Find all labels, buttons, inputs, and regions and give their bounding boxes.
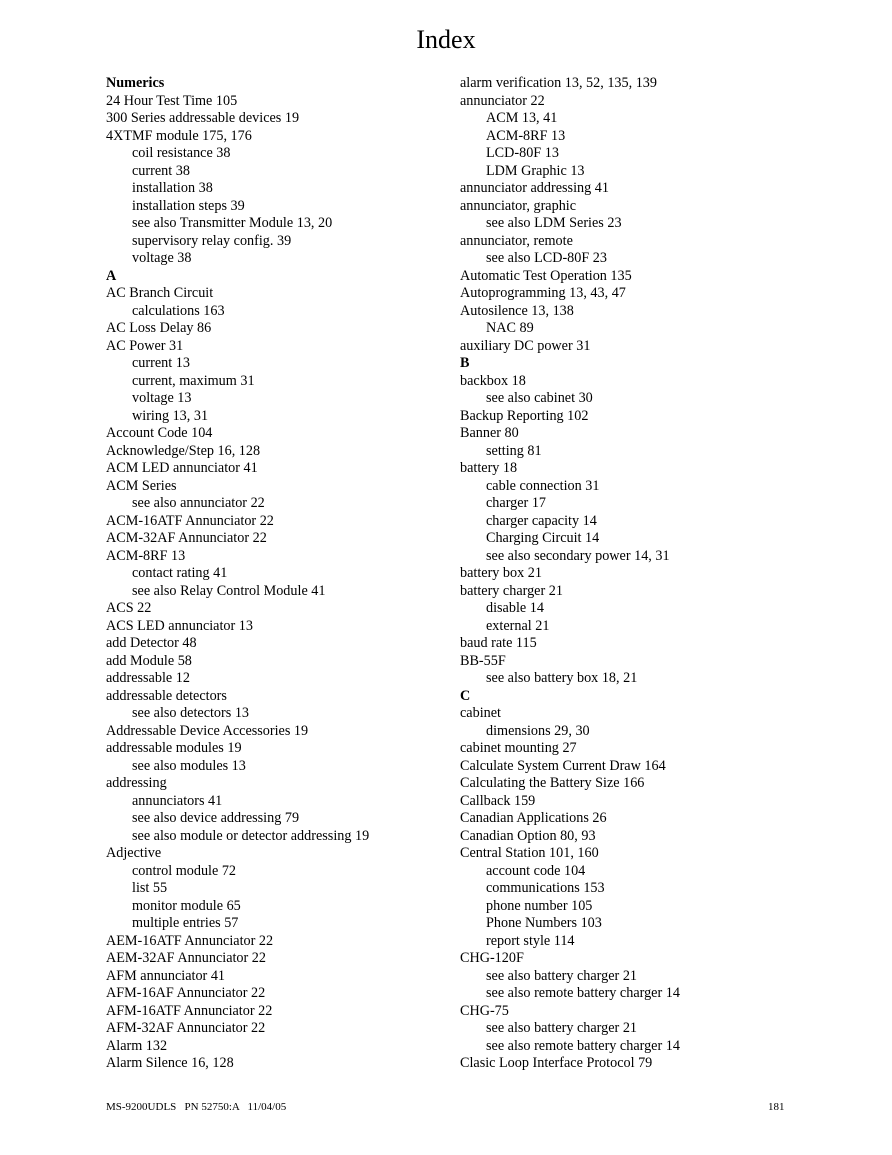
- index-subentry: ACM-8RF 13: [486, 127, 566, 144]
- index-subentry: voltage 13: [132, 390, 192, 406]
- index-subentry: NAC 89: [486, 320, 534, 336]
- index-entry: annunciator, remote: [460, 232, 573, 249]
- index-subentry: current 13: [132, 355, 190, 371]
- index-subentry: phone number 105: [486, 897, 593, 914]
- index-entry: add Module 58: [106, 652, 192, 669]
- index-entry: auxiliary DC power 31: [460, 337, 591, 354]
- index-subentry: monitor module 65: [132, 897, 241, 914]
- index-entry: AFM-16ATF Annunciator 22: [106, 1002, 273, 1019]
- index-entry: Automatic Test Operation 135: [460, 267, 632, 284]
- index-subentry: Phone Numbers 103: [486, 915, 602, 931]
- index-subentry: coil resistance 38: [132, 145, 231, 161]
- footer-document-id: MS-9200UDLS PN 52750:A 11/04/05: [106, 1101, 287, 1113]
- index-subentry: see also detectors 13: [132, 705, 250, 721]
- index-subentry: see also Relay Control Module 41: [132, 582, 326, 599]
- index-entry: Banner 80: [460, 425, 519, 441]
- index-subentry: see also module or detector addressing 19: [132, 827, 370, 844]
- index-subentry: see also battery charger 21: [486, 1020, 638, 1036]
- index-subentry: dimensions 29, 30: [486, 722, 590, 739]
- index-subentry: see also battery box 18, 21: [486, 670, 638, 686]
- index-entry: Adjective: [106, 845, 162, 861]
- index-subentry: see also LDM Series 23: [486, 215, 622, 231]
- index-entry: Clasic Loop Interface Protocol 79: [460, 1055, 653, 1071]
- index-entry: CHG-120F: [460, 950, 524, 966]
- index-entry: battery 18: [460, 460, 518, 476]
- index-subentry: installation steps 39: [132, 197, 245, 214]
- index-subentry: see also remote battery charger 14: [486, 1037, 680, 1054]
- index-subentry: charger 17: [486, 495, 547, 511]
- footer-page-number: 181: [768, 1101, 785, 1113]
- page-title: Index: [416, 25, 476, 54]
- index-subentry: see also secondary power 14, 31: [486, 547, 670, 564]
- index-subentry: control module 72: [132, 862, 237, 879]
- index-entry: 4XTMF module 175, 176: [106, 127, 252, 144]
- index-entry: Callback 159: [460, 792, 536, 809]
- index-entry: addressable modules 19: [106, 740, 242, 756]
- index-column-right: [460, 75, 820, 1073]
- index-entry: AFM annunciator 41: [106, 967, 226, 984]
- index-subentry: contact rating 41: [132, 565, 228, 581]
- index-entry: ACM-16ATF Annunciator 22: [106, 512, 274, 529]
- index-subentry: see also remote battery charger 14: [486, 985, 680, 1001]
- index-entry: 24 Hour Test Time 105: [106, 92, 238, 109]
- index-subentry: current, maximum 31: [132, 372, 255, 389]
- index-entry: cabinet mounting 27: [460, 740, 577, 756]
- index-entry: Calculate System Current Draw 164: [460, 757, 666, 774]
- index-entry: ACM-8RF 13: [106, 547, 186, 564]
- index-subentry: account code 104: [486, 862, 586, 879]
- index-entry: Canadian Applications 26: [460, 810, 607, 826]
- index-subentry: multiple entries 57: [132, 915, 239, 931]
- index-entry: Addressable Device Accessories 19: [106, 722, 309, 739]
- index-subentry: external 21: [486, 617, 550, 634]
- index-entry: backbox 18: [460, 372, 526, 389]
- index-subentry: see also LCD-80F 23: [486, 250, 607, 266]
- index-subentry: see also modules 13: [132, 757, 246, 774]
- index-entry: Canadian Option 80, 93: [460, 827, 596, 844]
- index-entry: Autoprogramming 13, 43, 47: [460, 285, 626, 301]
- index-subentry: LCD-80F 13: [486, 145, 559, 161]
- index-subentry: calculations 163: [132, 302, 225, 319]
- index-subentry: communications 153: [486, 880, 605, 896]
- index-entry: Account Code 104: [106, 425, 213, 441]
- index-subentry: voltage 38: [132, 250, 192, 266]
- index-entry: baud rate 115: [460, 635, 537, 651]
- index-entry: 300 Series addressable devices 19: [106, 110, 300, 126]
- index-subentry: LDM Graphic 13: [486, 162, 585, 179]
- index-entry: Alarm 132: [106, 1037, 168, 1054]
- index-entry: add Detector 48: [106, 635, 197, 651]
- index-subentry: disable 14: [486, 600, 544, 616]
- index-subentry: see also Transmitter Module 13, 20: [132, 215, 333, 231]
- index-subentry: see also annunciator 22: [132, 495, 265, 511]
- index-entry: ACM Series: [106, 477, 177, 494]
- index-entry: annunciator, graphic: [460, 197, 577, 214]
- index-section-heading: Numerics: [106, 75, 165, 91]
- index-subentry: supervisory relay config. 39: [132, 232, 292, 249]
- index-entry: CHG-75: [460, 1002, 509, 1019]
- index-entry: alarm verification 13, 52, 135, 139: [460, 75, 657, 91]
- index-section-heading: A: [106, 267, 117, 284]
- index-subentry: setting 81: [486, 442, 542, 459]
- index-subentry: installation 38: [132, 180, 213, 196]
- index-entry: AEM-32AF Annunciator 22: [106, 950, 266, 966]
- index-entry: cabinet: [460, 705, 501, 721]
- index-entry: battery box 21: [460, 565, 542, 581]
- index-subentry: see also device addressing 79: [132, 810, 300, 826]
- index-entry: AEM-16ATF Annunciator 22: [106, 932, 274, 949]
- index-entry: ACM LED annunciator 41: [106, 460, 258, 476]
- index-entry: Acknowledge/Step 16, 128: [106, 442, 261, 459]
- index-subentry: current 38: [132, 162, 190, 179]
- index-subentry: ACM 13, 41: [486, 110, 558, 126]
- index-entry: Calculating the Battery Size 166: [460, 775, 645, 791]
- index-entry: AFM-16AF Annunciator 22: [106, 985, 266, 1001]
- index-section-heading: B: [460, 355, 470, 371]
- index-subentry: report style 114: [486, 932, 575, 949]
- index-entry: Backup Reporting 102: [460, 407, 589, 424]
- index-entry: Alarm Silence 16, 128: [106, 1055, 234, 1071]
- index-entry: addressable 12: [106, 670, 190, 686]
- index-subentry: cable connection 31: [486, 477, 600, 494]
- index-entry: Autosilence 13, 138: [460, 302, 574, 319]
- index-entry: AC Branch Circuit: [106, 285, 214, 301]
- index-entry: addressing: [106, 775, 167, 791]
- index-section-heading: C: [460, 687, 471, 704]
- index-entry: Central Station 101, 160: [460, 845, 599, 861]
- index-entry: AC Loss Delay 86: [106, 320, 212, 336]
- index-entry: ACM-32AF Annunciator 22: [106, 530, 267, 546]
- index-entry: AC Power 31: [106, 337, 184, 354]
- index-entry: AFM-32AF Annunciator 22: [106, 1020, 266, 1036]
- index-entry: annunciator addressing 41: [460, 180, 609, 196]
- index-subentry: see also battery charger 21: [486, 967, 638, 984]
- index-entry: battery charger 21: [460, 582, 563, 599]
- index-entry: BB-55F: [460, 652, 506, 669]
- index-entry: addressable detectors: [106, 687, 227, 704]
- index-subentry: annunciators 41: [132, 792, 223, 809]
- index-subentry: list 55: [132, 880, 168, 896]
- index-subentry: see also cabinet 30: [486, 390, 593, 406]
- index-subentry: Charging Circuit 14: [486, 530, 600, 546]
- index-entry: ACS 22: [106, 600, 152, 616]
- index-entry: annunciator 22: [460, 92, 545, 109]
- index-subentry: charger capacity 14: [486, 512, 597, 529]
- index-entry: ACS LED annunciator 13: [106, 617, 253, 634]
- index-subentry: wiring 13, 31: [132, 407, 209, 424]
- index-column-left: [106, 75, 466, 1073]
